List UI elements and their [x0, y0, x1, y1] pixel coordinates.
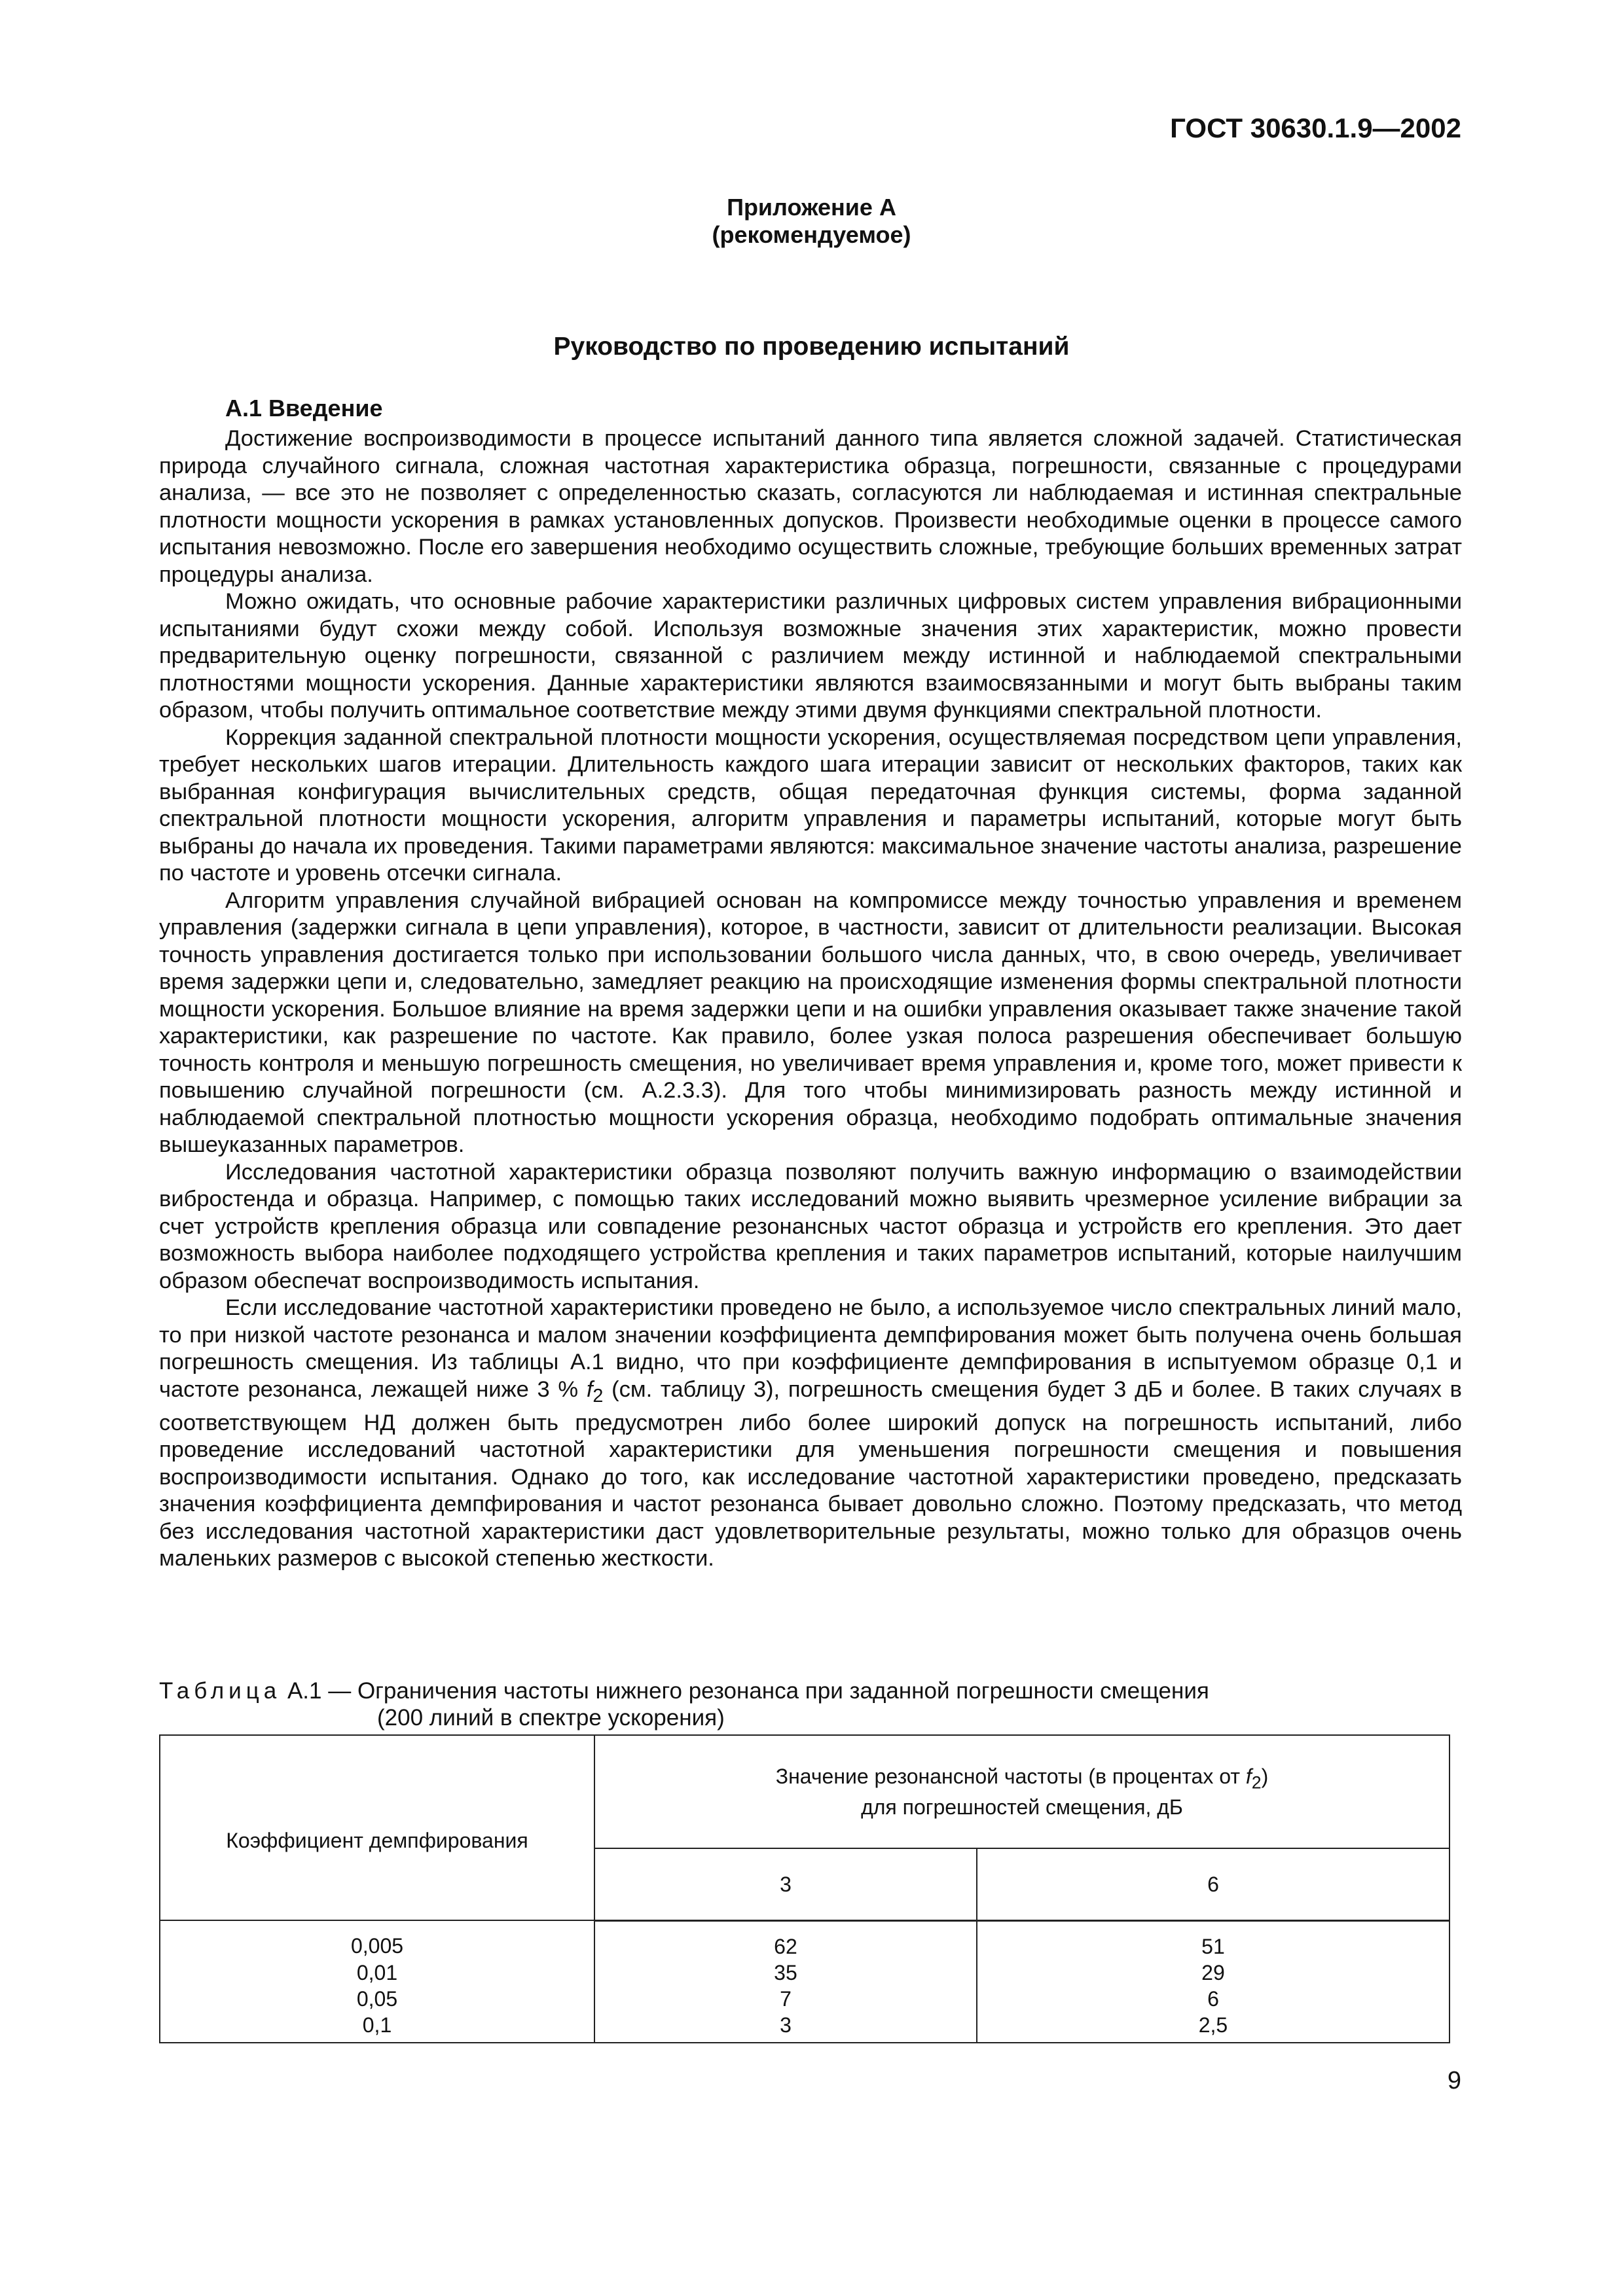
section-heading: А.1 Введение [225, 395, 383, 422]
cell-damping: 0,1 [160, 2012, 594, 2043]
cell-damping: 0,005 [160, 1920, 594, 1960]
header-text: Значение резонансной частоты (в процентах от [775, 1764, 1246, 1788]
annex-block [0, 194, 1623, 249]
table-row [160, 2012, 1450, 2043]
document-title: Руководство по проведению испытаний [553, 332, 1070, 361]
header-text: ) [1261, 1764, 1269, 1788]
paragraph-text: Если исследование частотной характеристики проведено не было, а используемое число спектральных линий мало, то при низкой частоте резонанса и малом значении коэффициента демпфирования может быть получена очень большая погрешность смещения. Из таблицы А.1 видно, что при коэффициенте демпфирования в испытуемом образце 0,1 и частоте резонанса, лежащей ниже 3 % [159, 1295, 1462, 1402]
table-caption-subtitle: (200 линий в спектре ускорения) [377, 1705, 725, 1731]
cell-3db: 3 [594, 2012, 977, 2043]
cell-damping: 0,01 [160, 1960, 594, 1986]
table-caption-label: Таблица [159, 1678, 282, 1704]
cell-3db: 35 [594, 1960, 977, 1986]
standard-designation: ГОСТ 30630.1.9—2002 [1170, 113, 1461, 143]
annex-status: (рекомендуемое) [712, 221, 911, 248]
cell-3db: 62 [594, 1920, 977, 1960]
paragraph: Достижение воспроизводимости в процессе испытаний данного типа является сложной задачей. Статистическая природа случайного сигнала, сложная частотная характеристика образца, погрешности, связанные с процедурами анализа, — все это не позволяет с определенностью сказать, согласуются ли наблюдаемая и истинная спектральные плотности мощности ускорения в рамках установленных допусков. Произвести необходимые оценки в процессе самого испытания невозможно. После его завершения необходимо осуществить сложные, требующие больших временных затрат процедуры анализа. [159, 426, 1462, 587]
paragraph: Можно ожидать, что основные рабочие характеристики различных цифровых систем управления вибрационными испытаниями будут схожи между собой. Используя возможные значения этих характеристик, можно провести предварительную оценку погрешности, связанной с различием между истинной и наблюдаемой спектральными плотностями мощности ускорения. Данные характеристики являются взаимосвязанными и могут быть выбраны таким образом, чтобы получить оптимальное соответствие между этими двумя функциями спектральной плотности. [159, 589, 1462, 723]
cell-3db: 7 [594, 1986, 977, 2012]
paragraph: Алгоритм управления случайной вибрацией основан на компромиссе между точностью управления и временем управления (задержки сигнала в цепи управления), которое, в частности, зависит от длительности реализации. Высокая точность управления достигается только при использовании большого числа данных, что, в свою очередь, увеличивает время задержки цепи и, следовательно, замедляет реакцию на происходящие изменения формы спектральной плотности мощности ускорения. Большое влияние на время задержки цепи и на ошибки управления оказывает также значение такой характеристики, как разрешение по частоте. Как правило, более узкая полоса разрешения обеспечивает большую точность контроля и меньшую погрешность смещения, но увеличивает время управления и, кроме того, может привести к повышению случайной погрешности (см. А.2.3.3). Для того чтобы минимизировать разность между истинной и наблюдаемой спектральной плотностью мощности ускорения образца, необходимо подобрать оптимальные значения вышеуказанных параметров. [159, 888, 1462, 1157]
header-text: для погрешностей смещения, дБ [861, 1795, 1183, 1820]
frequency-subscript: 2 [1251, 1772, 1262, 1793]
table-row [160, 1960, 1450, 1986]
paragraph-text: (см. таблицу 3), погрешность смещения будет 3 дБ и более. В таких случаях в соответствующем НД должен быть предусмотрен либо более широкий допуск на погрешность испытаний, либо проведение исследований частотной характеристики для уменьшения погрешности смещения и повышения воспроизводимости испытания. Однако до того, как исследование частотной характеристики проведено, предсказать значения коэффициента демпфирования и частот резонанса бывает довольно сложно. Поэтому предсказать, что метод без исследования частотной характеристики даст удовлетворительные результаты, можно только для образцов очень маленьких размеров с высокой степенью жесткости. [159, 1376, 1462, 1571]
damping-table [159, 1734, 1450, 2043]
table-caption [159, 1677, 1209, 1731]
cell-damping: 0,05 [160, 1986, 594, 2012]
column-header-3db: 3 [594, 1848, 977, 1920]
table-caption-title: А.1 — Ограничения частоты нижнего резонанса при заданной погрешности смещения [281, 1678, 1209, 1704]
paragraph: Исследования частотной характеристики образца позволяют получить важную информацию о взаимодействии вибростенда и образца. Например, с помощью таких исследований можно выявить чрезмерное усиление вибрации за счет устройств крепления образца или совпадение резонансных частот образца и устройств его крепления. Это дает возможность выбора наиболее подходящего устройства крепления и таких параметров испытаний, которые наилучшим образом обеспечат воспроизводимость испытания. [159, 1159, 1462, 1293]
cell-6db: 29 [977, 1960, 1450, 1986]
column-header-resonance [594, 1735, 1450, 1848]
column-header-6db: 6 [977, 1848, 1450, 1920]
cell-6db: 2,5 [977, 2012, 1450, 2043]
table-row [160, 1986, 1450, 2012]
column-header-damping: Коэффициент демпфирования [160, 1735, 594, 1920]
paragraph: Коррекция заданной спектральной плотности мощности ускорения, осуществляемая посредством цепи управления, требует нескольких шагов итерации. Длительность каждого шага итерации зависит от нескольких факторов, таких как выбранная конфигурация вычислительных средств, общая передаточная функция системы, форма заданной спектральной плотности мощности ускорения, алгоритм управления и параметры испытаний, которые могут быть выбраны до начала их проведения. Такими параметрами являются: максимальное значение частоты анализа, разрешение по частоте и уровень отсечки сигнала. [159, 725, 1462, 886]
paragraph [159, 1295, 1462, 1573]
cell-6db: 51 [977, 1920, 1450, 1960]
body-text [159, 425, 1462, 1573]
page-number: 9 [1447, 2067, 1461, 2094]
cell-6db: 6 [977, 1986, 1450, 2012]
frequency-symbol: f [586, 1376, 593, 1402]
annex-title: Приложение А [727, 194, 896, 221]
frequency-subscript: 2 [593, 1385, 604, 1407]
table-row [160, 1920, 1450, 1960]
frequency-symbol: f [1245, 1764, 1252, 1788]
